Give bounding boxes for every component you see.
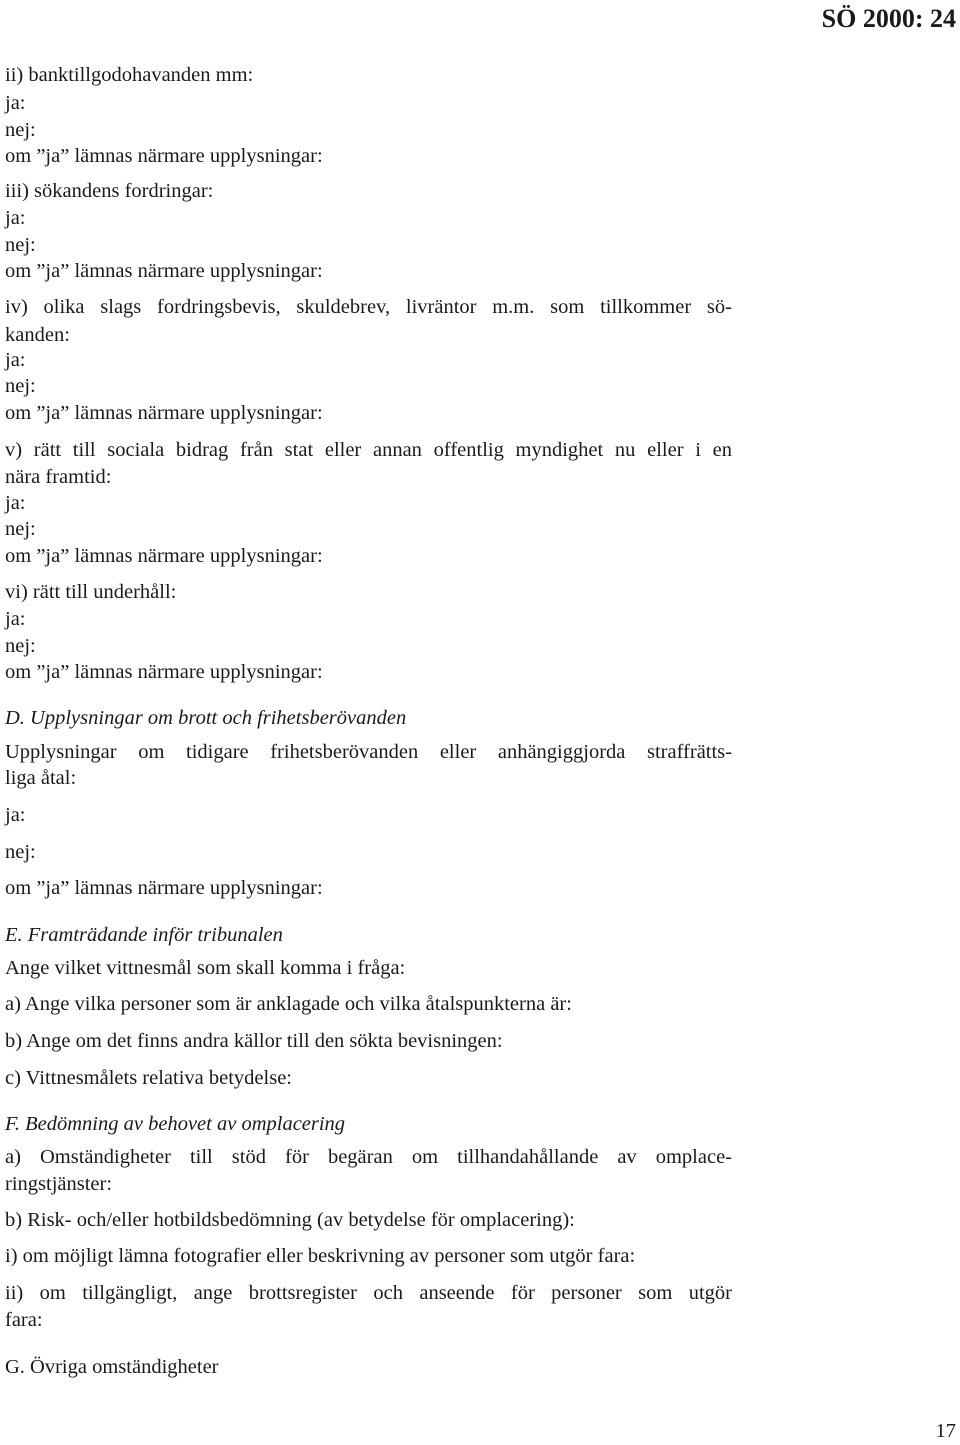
- form-line: iv) olika slags fordringsbevis, skuldebrev, livräntor m.m. som tillkommer sö-: [5, 296, 732, 318]
- form-line: nära framtid:: [5, 466, 112, 488]
- form-line: kanden:: [5, 324, 70, 346]
- form-line: b) Ange om det finns andra källor till den sökta bevisningen:: [5, 1030, 503, 1052]
- form-line: i) om möjligt lämna fotografier eller beskrivning av personer som utgör fara:: [5, 1245, 636, 1267]
- form-line: c) Vittnesmålets relativa betydelse:: [5, 1067, 292, 1089]
- form-line: om ”ja” lämnas närmare upplysningar:: [5, 402, 323, 424]
- header-reference: SÖ 2000: 24: [821, 4, 956, 33]
- section-heading: G. Övriga omständigheter: [5, 1356, 219, 1378]
- form-line: om ”ja” lämnas närmare upplysningar:: [5, 661, 323, 683]
- form-line: vi) rätt till underhåll:: [5, 581, 177, 603]
- form-line: v) rätt till sociala bidrag från stat eller annan offentlig myndighet nu eller i en: [5, 439, 732, 461]
- section-heading: E. Framträdande inför tribunalen: [5, 924, 283, 946]
- form-line: ja:: [5, 92, 26, 114]
- form-line: nej:: [5, 635, 36, 657]
- section-heading: D. Upplysningar om brott och frihetsberövanden: [5, 707, 407, 729]
- form-line: Ange vilket vittnesmål som skall komma i fråga:: [5, 957, 406, 979]
- form-line: a) Ange vilka personer som är anklagade och vilka åtalspunkterna är:: [5, 993, 572, 1015]
- section-heading: F. Bedömning av behovet av omplacering: [5, 1113, 346, 1135]
- form-line: a) Omständigheter till stöd för begäran om tillhandahållande av omplace-: [5, 1146, 732, 1168]
- page-number: 17: [935, 1420, 956, 1442]
- form-line: liga åtal:: [5, 767, 77, 789]
- form-line: ja:: [5, 804, 26, 826]
- form-line: nej:: [5, 234, 36, 256]
- form-line: om ”ja” lämnas närmare upplysningar:: [5, 545, 323, 567]
- form-line: b) Risk- och/eller hotbildsbedömning (av betydelse för omplacering):: [5, 1209, 575, 1231]
- form-line: om ”ja” lämnas närmare upplysningar:: [5, 877, 323, 899]
- form-line: ja:: [5, 207, 26, 229]
- form-line: fara:: [5, 1309, 43, 1331]
- form-line: ja:: [5, 349, 26, 371]
- form-line: iii) sökandens fordringar:: [5, 180, 214, 202]
- form-line: ja:: [5, 492, 26, 514]
- form-line: ja:: [5, 608, 26, 630]
- form-line: nej:: [5, 119, 36, 141]
- form-line: ii) om tillgängligt, ange brottsregister och anseende för personer som utgör: [5, 1282, 732, 1304]
- form-line: nej:: [5, 841, 36, 863]
- form-line: om ”ja” lämnas närmare upplysningar:: [5, 260, 323, 282]
- form-line: ii) banktillgodohavanden mm:: [5, 64, 254, 86]
- form-line: nej:: [5, 518, 36, 540]
- form-line: ringstjänster:: [5, 1173, 113, 1195]
- form-line: om ”ja” lämnas närmare upplysningar:: [5, 145, 323, 167]
- form-line: Upplysningar om tidigare frihetsberövanden eller anhängiggjorda straffrätts-: [5, 741, 732, 763]
- form-line: nej:: [5, 375, 36, 397]
